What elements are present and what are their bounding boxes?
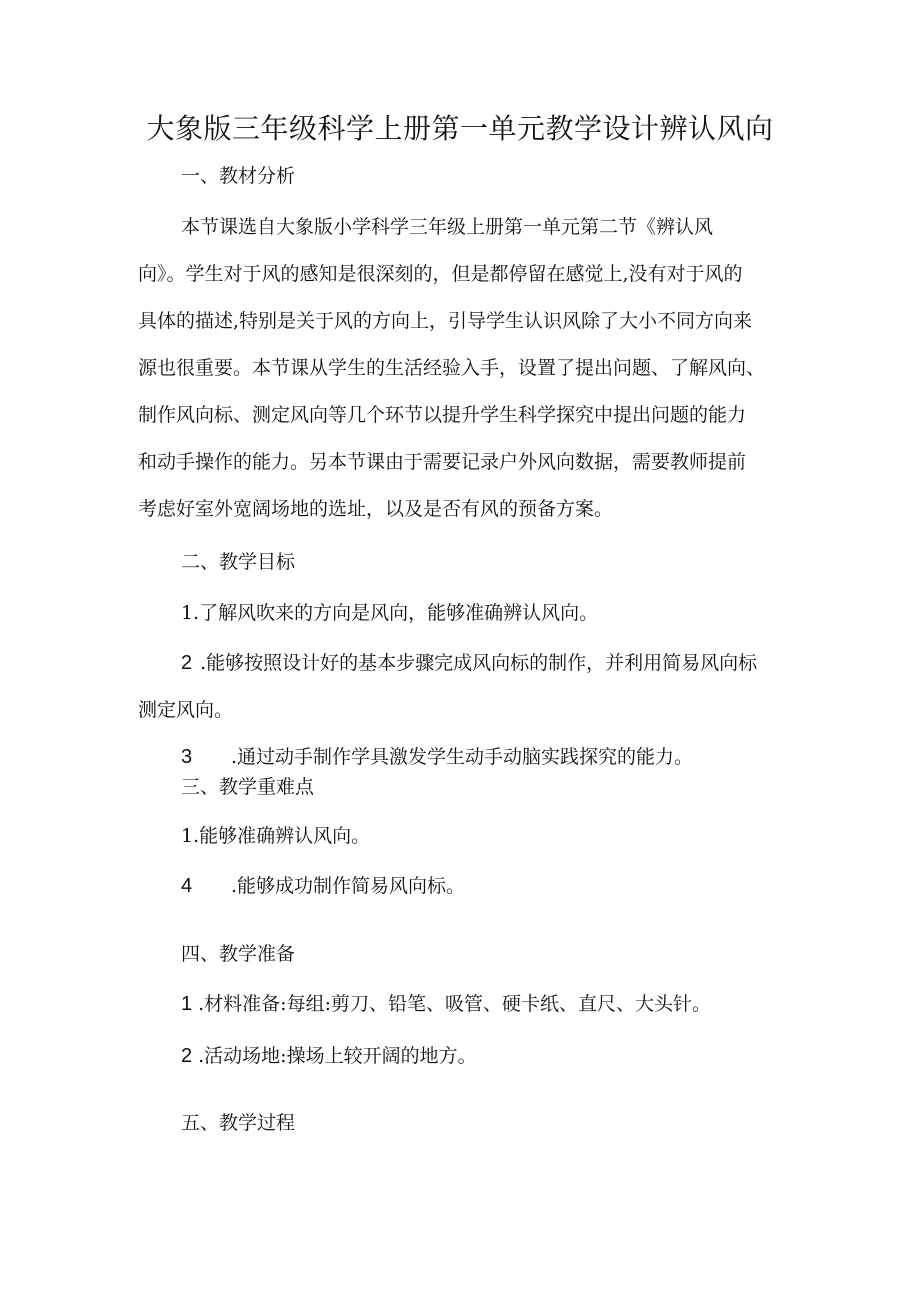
list-item-number: 1 <box>181 993 193 1015</box>
list-item <box>181 991 711 1017</box>
list-item-number: 2 <box>181 652 193 674</box>
list-item-number: 2 <box>181 1045 193 1067</box>
list-item-number: 3 <box>181 746 193 768</box>
list-item-text: .通过动手制作学具激发学生动手动脑实践探究的能力。 <box>231 746 694 768</box>
section-heading-2: 二、教学目标 <box>181 551 296 573</box>
paragraph-line: 制作风向标、测定风向等几个环节以提升学生科学探究中提出问题的能力 <box>138 404 747 426</box>
list-item-continuation: 测定风向。 <box>138 699 234 721</box>
list-item <box>181 873 465 899</box>
list-item-number: 1. <box>181 602 200 624</box>
list-item-text: .活动场地:操场上较开阔的地方。 <box>198 1045 477 1067</box>
paragraph-line: 具体的描述,特别是关于风的方向上，引导学生认识风除了大小不同方向来 <box>138 310 753 332</box>
list-item-text: .材料准备:每组:剪刀、铅笔、吸管、硬卡纸、直尺、大头针。 <box>198 993 711 1015</box>
list-item-text: 能够准确辨认风向。 <box>199 825 371 847</box>
list-item <box>181 823 370 849</box>
list-item-number: 1. <box>181 825 200 847</box>
section-heading-1: 一、教材分析 <box>181 165 296 187</box>
list-item-text: 了解风吹来的方向是风向，能够准确辨认风向。 <box>199 602 599 624</box>
list-item <box>181 744 693 770</box>
section-heading-4: 四、教学准备 <box>181 943 296 965</box>
list-item <box>181 600 598 626</box>
list-item-number: 4 <box>181 875 193 897</box>
paragraph-line: 本节课选自大象版小学科学三年级上册第一单元第二节《辨认风 <box>181 216 714 238</box>
document-title: 大象版三年级科学上册第一单元教学设计辨认风向 <box>146 112 774 145</box>
section-heading-3: 三、教学重难点 <box>181 776 315 798</box>
paragraph-line: 向》。学生对于风的感知是很深刻的，但是都停留在感觉上,没有对于风的 <box>138 263 743 285</box>
paragraph-line: 和动手操作的能力。另本节课由于需要记录户外风向数据，需要教师提前 <box>138 451 747 473</box>
paragraph-line: 源也很重要。本节课从学生的生活经验入手，设置了提出问题、了解风向、 <box>138 357 766 379</box>
list-item-text: .能够按照设计好的基本步骤完成风向标的制作，并利用简易风向标 <box>200 652 758 674</box>
section-heading-5: 五、教学过程 <box>181 1112 296 1134</box>
paragraph-line: 考虑好室外宽阔场地的选址，以及是否有风的预备方案。 <box>138 498 614 520</box>
list-item <box>181 650 757 676</box>
list-item-text: .能够成功制作简易风向标。 <box>231 875 466 897</box>
list-item <box>181 1043 477 1069</box>
